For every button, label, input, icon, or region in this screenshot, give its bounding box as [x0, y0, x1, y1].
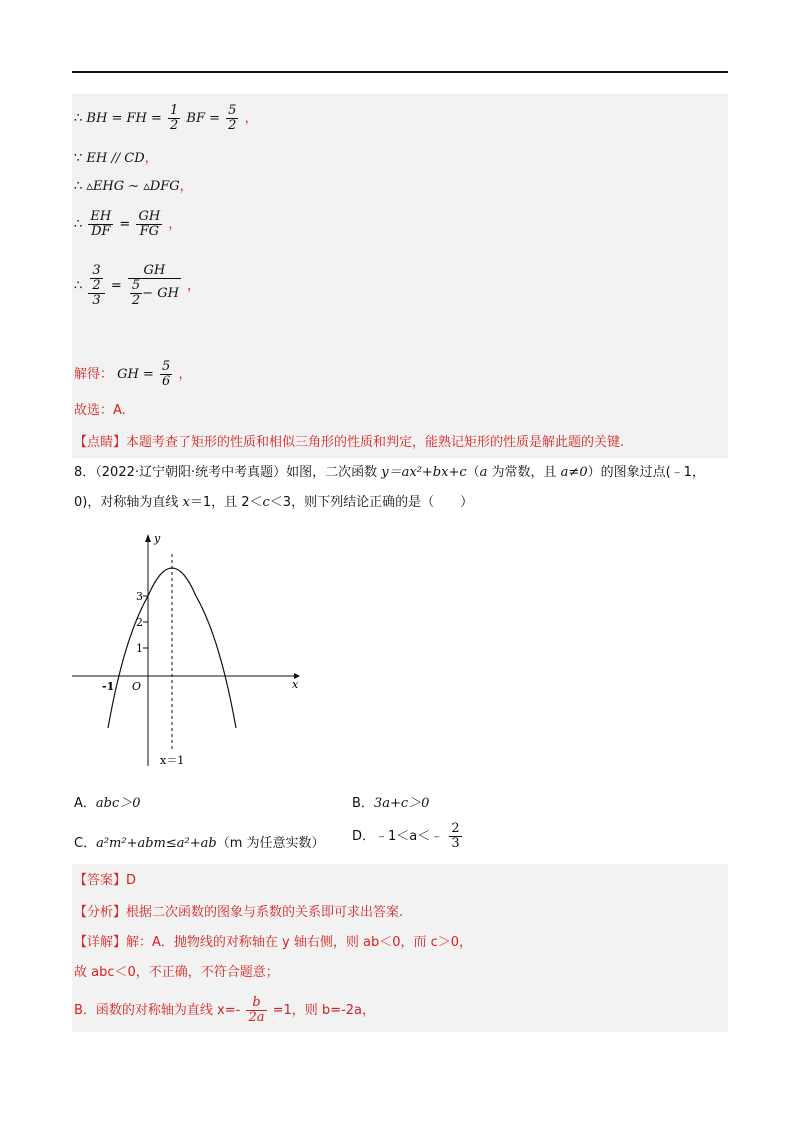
y-axis-arrow	[145, 534, 151, 542]
solution-line-8	[74, 434, 624, 452]
expr-text: ▵EHG ∼ ▵DFG	[86, 179, 180, 194]
option-d[interactable]: D．﹣1＜a＜﹣ $\frac{2}{3}$	[352, 821, 460, 851]
solution-line-1: ∴ BH = FH = $\frac{1}{2}$ BF = $\frac{5}{2}$ ，	[74, 103, 258, 133]
solution-line-7: 故选：A.	[74, 403, 126, 418]
detail-line: 【详解】解：A．抛物线的对称轴在 y 轴右侧，则 ab＜0，而 c＞0，	[74, 935, 473, 950]
expr-text: EH // CD	[86, 151, 145, 166]
compound-fraction: $\frac{\frac{3}{2}}{3}$	[88, 264, 104, 308]
analysis-line: 【分析】根据二次函数的图象与系数的关系即可求出答案.	[74, 905, 404, 920]
neg-one-label: -1	[102, 680, 115, 693]
answer-line: 【答案】D	[74, 873, 137, 888]
x-axis-label: x	[292, 678, 299, 691]
solve-label: 解得：	[74, 367, 114, 382]
detail-tag: 【详解】	[74, 935, 127, 950]
question-line-2: 0)，对称轴为直线 x＝1，且 2＜c＜3，则下列结论正确的是（ ）	[74, 495, 474, 510]
expr-text: BH = FH =	[86, 111, 162, 126]
detail-line-3: B．函数的对称轴为直线 x=- $\frac{b}{2a}$ =1，则 b=-2a，	[74, 995, 376, 1025]
solution-line-6: 解得： GH = $\frac{5}{6}$ ，	[74, 359, 192, 389]
fraction: $\frac{5}{6}$	[162, 359, 171, 389]
because-symbol: ∵	[74, 151, 83, 166]
y-tick-label-3: 3	[136, 590, 143, 603]
option-a[interactable]: A．abc＞0	[74, 796, 141, 811]
option-c[interactable]: C．a²m²+abm≤a²+ab（m 为任意实数）	[74, 836, 325, 851]
fraction: $\frac{5}{2}$	[228, 103, 237, 133]
y-axis-label: y	[154, 532, 161, 545]
fraction: $\frac{1}{2}$	[170, 103, 179, 133]
detail-line-2: 故 abc＜0，不正确，不符合题意；	[74, 965, 279, 980]
tip-text: 本题考查了矩形的性质和相似三角形的性质和判定，能熟记矩形的性质是解此题的关键.	[126, 435, 625, 450]
therefore-symbol: ∴	[74, 111, 83, 126]
symmetry-axis-label: x＝1	[160, 754, 185, 767]
fraction: $\frac{GH}{FG}$	[138, 209, 161, 239]
fraction: $\frac{2}{3}$	[451, 821, 460, 851]
solution-line-4: ∴ $\frac{EH}{DF}$ = $\frac{GH}{FG}$ ，	[74, 209, 182, 239]
origin-label: O	[132, 680, 142, 693]
expr-text: BF =	[186, 111, 221, 126]
fraction: $\frac{EH}{DF}$	[90, 209, 112, 239]
function-formula: y＝ax²+bx+c	[381, 465, 467, 480]
therefore-symbol: ∴	[74, 278, 83, 294]
y-tick-label-2: 2	[136, 616, 143, 629]
solution-line-2: ∵ EH // CD，	[74, 151, 158, 166]
solution-line-3: ∴ ▵EHG ∼ ▵DFG，	[74, 179, 193, 194]
tip-tag: 【点睛】	[74, 435, 127, 450]
option-b[interactable]: B．3a+c＞0	[352, 796, 430, 811]
parabola-figure	[62, 530, 302, 770]
analysis-tag: 【分析】	[74, 905, 127, 920]
solution-line-5: ∴ $\frac{\frac{3}{2}}{3}$ = GH $\frac{5}{2}$ − GH ，	[74, 263, 201, 308]
y-tick-label-1: 1	[136, 642, 143, 655]
fraction: $\frac{b}{2a}$	[248, 995, 265, 1025]
header-rule	[72, 71, 728, 73]
answer-tag: 【答案】	[74, 873, 127, 888]
therefore-symbol: ∴	[74, 179, 83, 194]
question-line-1: 8．（2022·辽宁朝阳·统考中考真题）如图，二次函数 y＝ax²+bx+c（a 为常数，且 a≠0）的图象过点(﹣1，	[74, 465, 705, 480]
therefore-symbol: ∴	[74, 217, 83, 232]
expr-text: GH =	[117, 367, 154, 382]
compound-fraction: GH $\frac{5}{2}$ − GH	[128, 264, 181, 308]
